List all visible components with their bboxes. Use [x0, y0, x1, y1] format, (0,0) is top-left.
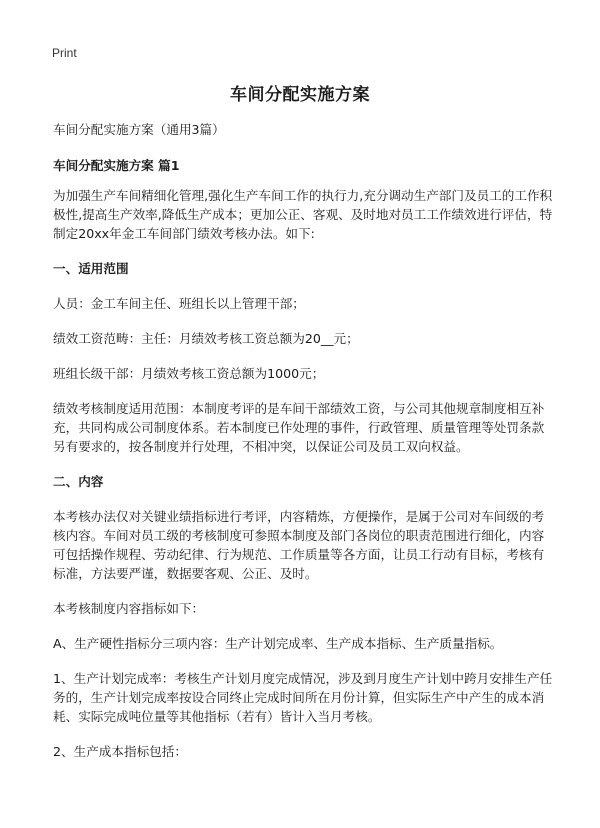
- applicability-paragraph: 绩效考核制度适用范围：本制度考评的是车间干部绩效工资，与公司其他规章制度相互补充，共同构成公司制度体系。若本制度已作处理的事件，行政管理、质量管理等处罚条款另有要求的，按各制度并行处理，不相冲突，以保证公司及员工双向权益。: [53, 401, 545, 454]
- indicator-a: A、生产硬性指标分三项内容：生产计划完成率、生产成本指标、生产质量指标。: [53, 636, 503, 651]
- indicator-2: 2、生产成本指标包括：: [53, 744, 187, 759]
- article-heading: 车间分配实施方案 篇1: [53, 158, 180, 173]
- indicator-1: 1、生产计划完成率：考核生产计划月度完成情况，涉及到月度生产计划中跨月安排生产任务的，生产计划完成率按设合同终止完成时间所在月份计算，但实际生产中产生的成本消耗、实际完成吨位量等其他指标（若有）皆计入当月考核。: [53, 671, 553, 724]
- section-heading-content: 二、内容: [53, 474, 104, 489]
- personnel-paragraph: 人员：金工车间主任、班组长以上管理干部；: [53, 296, 305, 311]
- team-leader-paragraph: 班组长级干部：月绩效考核工资总额为1000元；: [53, 366, 325, 381]
- indicators-intro: 本考核制度内容指标如下：: [53, 601, 205, 616]
- section-heading-scope: 一、适用范围: [53, 261, 129, 276]
- intro-paragraph: 为加强生产车间精细化管理,强化生产车间工作的执行力,充分调动生产部门及员工的工作积极性,提高生产效率,降低生产成本；更加公正、客观、及时地对员工工作绩效进行评估，特制定20xx年金工车间部门绩效考核办法。如下:: [53, 188, 553, 241]
- document-body: [53, 120, 553, 777]
- print-label: Print: [52, 46, 77, 60]
- content-paragraph: 本考核办法仅对关键业绩指标进行考评，内容精炼，方便操作，是属于公司对车间级的考核内容。车间对员工级的考核制度可参照本制度及部门各岗位的职责范围进行细化，内容可包括操作规程、劳动纪律、行为规范、工作质量等各方面，让员工行动有目标，考核有标准，方法要严谨，数据要客观、公正、及时。: [53, 509, 545, 581]
- document-title: 车间分配实施方案: [230, 85, 370, 105]
- salary-scope-paragraph: 绩效工资范畴：主任：月绩效考核工资总额为20__元；: [53, 331, 359, 346]
- document-subtitle: 车间分配实施方案（通用3篇）: [53, 122, 225, 137]
